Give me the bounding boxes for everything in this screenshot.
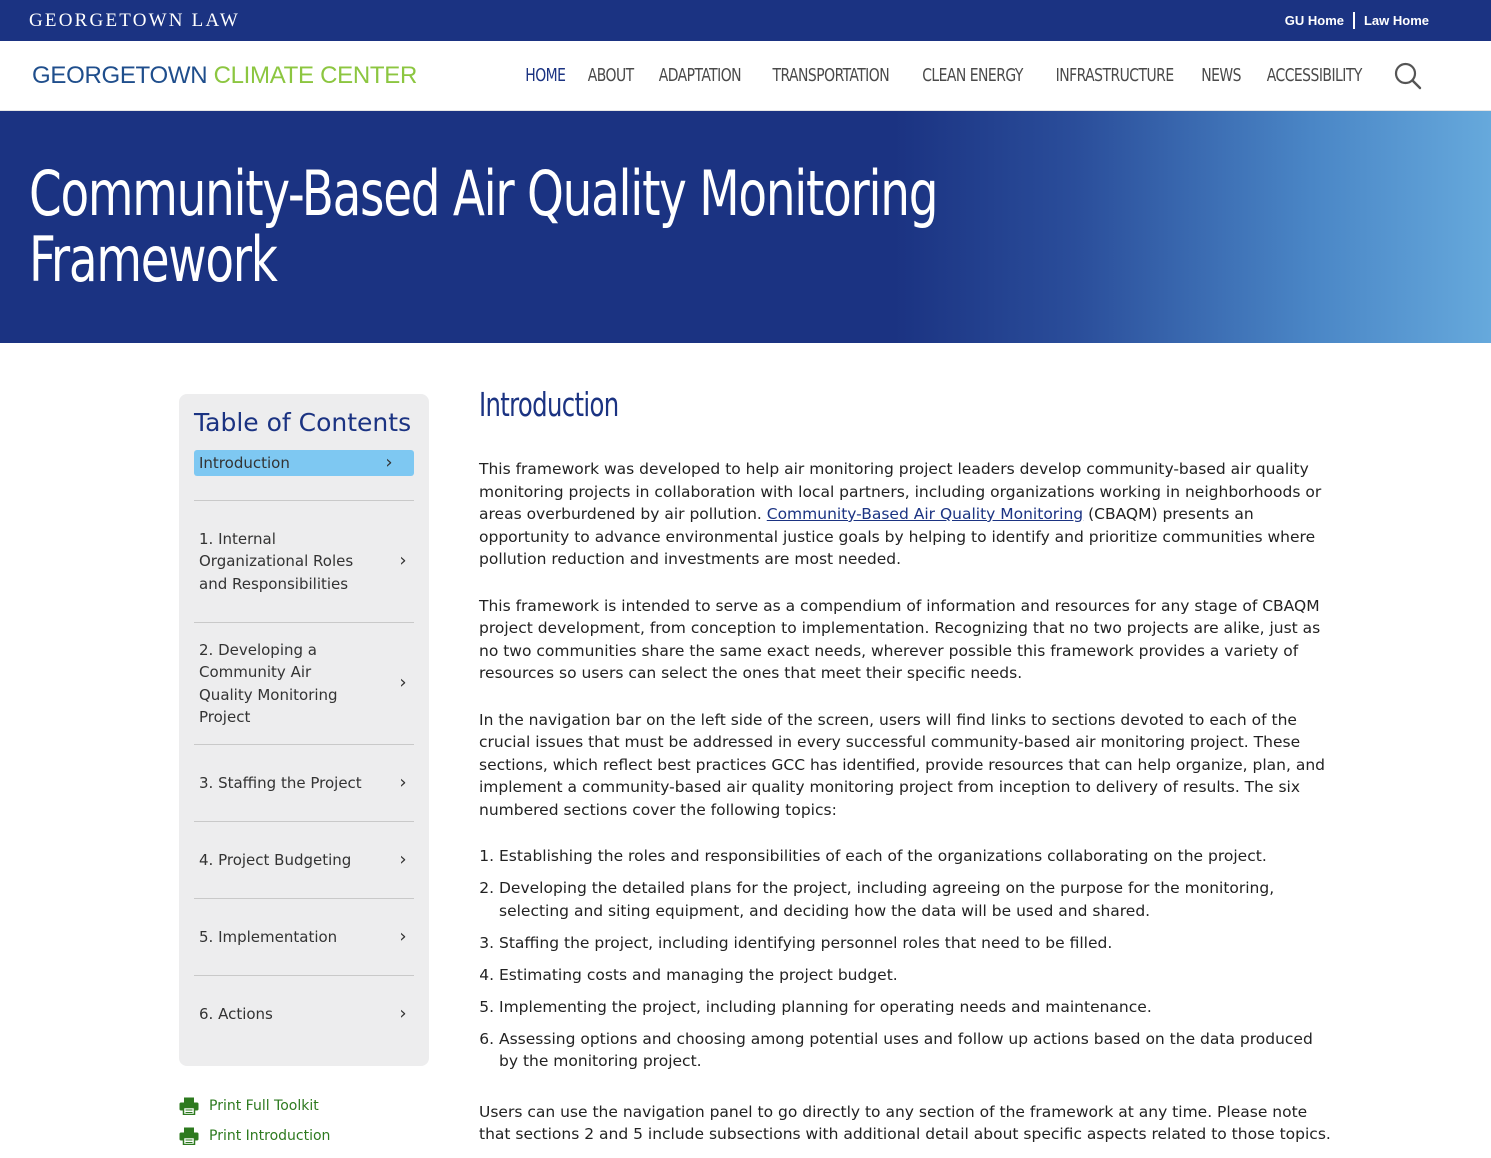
top-links bbox=[1285, 12, 1429, 29]
toc-item-label: 2. Developing a Community Air Quality Monitoring Project bbox=[199, 640, 338, 726]
chevron-right-icon: › bbox=[399, 550, 407, 572]
intro-paragraph-1-text-before: This framework was developed to help air monitoring project leaders develop community-based air quality monitoring projects in collaboration with local partners, including organizations working in neighborhoods or areas overburdened by air pollution. bbox=[479, 460, 1322, 523]
toc-item-actions[interactable] bbox=[194, 976, 414, 1053]
main-navigation bbox=[0, 41, 1491, 111]
intro-paragraph-2: This framework is intended to serve as a compendium of information and resources for any stage of CBAQM project development, from conception to implementation. Recognizing that no two projects are alike, just as no two communities share the same exact needs, wherever possible this framework provides a variety of resources so users can select the ones that meet their specific needs. bbox=[479, 596, 1321, 682]
nav-item-news[interactable]: NEWS bbox=[1201, 65, 1242, 86]
nav-item-adaptation[interactable]: ADAPTATION bbox=[659, 65, 742, 86]
intro-paragraph-1 bbox=[479, 458, 1334, 571]
chevron-right-icon: › bbox=[385, 451, 393, 473]
page-title-line1: Community-Based Air Quality Monitoring bbox=[29, 157, 938, 230]
toc-title: Table of Contents bbox=[194, 408, 412, 437]
toc-item-label: 1. Internal Organizational Roles and Responsibilities bbox=[199, 529, 354, 593]
top-bar bbox=[0, 0, 1491, 41]
georgetown-law-logo[interactable]: GEORGETOWN LAW bbox=[29, 9, 240, 31]
toc-item-staffing[interactable] bbox=[194, 745, 414, 822]
toc-item-label: 6. Actions bbox=[199, 1005, 273, 1024]
gu-home-link[interactable]: GU Home bbox=[1284, 13, 1344, 28]
chevron-right-icon: › bbox=[399, 1003, 407, 1025]
chevron-right-icon: › bbox=[399, 771, 407, 793]
list-item: 2. Developing the detailed plans for the project, including agreeing on the purpose for the monitoring, selecting and siting equipment, and deciding how the data will be used and shared. bbox=[499, 877, 1334, 922]
toc-item-implementation[interactable] bbox=[194, 899, 414, 976]
printer-icon bbox=[179, 1097, 199, 1115]
table-of-contents bbox=[179, 394, 429, 1066]
article-body bbox=[479, 385, 1334, 1158]
list-item: 1. Establishing the roles and responsibilities of each of the organizations collaborating on the project. bbox=[499, 845, 1334, 868]
nav-item-home[interactable]: HOME bbox=[525, 65, 566, 86]
print-introduction-label: Print Introduction bbox=[209, 1128, 331, 1144]
print-links bbox=[179, 1091, 330, 1151]
topics-list bbox=[479, 845, 1334, 1073]
chevron-right-icon: › bbox=[399, 848, 407, 870]
list-item: 5. Implementing the project, including planning for operating needs and maintenance. bbox=[499, 996, 1334, 1019]
nav-item-infrastructure[interactable]: INFRASTRUCTURE bbox=[1055, 65, 1174, 86]
logo-georgetown-text: GEORGETOWN bbox=[32, 61, 208, 89]
toc-item-introduction[interactable] bbox=[194, 450, 414, 476]
toc-item-label: 5. Implementation bbox=[199, 927, 338, 946]
content-area bbox=[0, 343, 1491, 1158]
list-item: 4. Estimating costs and managing the project budget. bbox=[499, 964, 1334, 987]
nav-item-clean-energy[interactable]: CLEAN ENERGY bbox=[922, 65, 1023, 86]
toc-item-budgeting[interactable] bbox=[194, 822, 414, 899]
toc-item-label: 4. Project Budgeting bbox=[199, 850, 352, 869]
intro-paragraph-1-text-after: (CBAQM) presents an opportunity to advance environmental justice goals by helping to identify and prioritize communities where pollution reduction and investments are most needed. bbox=[479, 505, 1316, 568]
logo-climate-center-text: CLIMATE CENTER bbox=[207, 61, 417, 89]
nav-item-about[interactable]: ABOUT bbox=[587, 65, 634, 86]
toc-item-roles[interactable] bbox=[194, 501, 414, 623]
toc-item-label: Introduction bbox=[199, 453, 290, 472]
intro-paragraph-4: Users can use the navigation panel to go directly to any section of the framework at any time. Please note that sections 2 and 5 include subsections with additional detail about specific aspects related to those topics. bbox=[479, 1102, 1331, 1143]
chevron-right-icon: › bbox=[399, 672, 407, 694]
printer-icon bbox=[179, 1127, 199, 1145]
print-full-toolkit-link[interactable] bbox=[179, 1091, 330, 1121]
top-links-divider bbox=[1353, 12, 1355, 29]
nav-item-transportation[interactable]: TRANSPORTATION bbox=[772, 65, 890, 86]
page-title-line2: Framework bbox=[29, 223, 277, 296]
nav-menu bbox=[522, 61, 1423, 91]
law-home-link[interactable]: Law Home bbox=[1363, 13, 1429, 28]
list-item: 3. Staffing the project, including identifying personnel roles that need to be filled. bbox=[499, 932, 1334, 955]
toc-item-label: 3. Staffing the Project bbox=[199, 773, 362, 792]
print-full-toolkit-label: Print Full Toolkit bbox=[209, 1098, 319, 1114]
chevron-right-icon: › bbox=[399, 925, 407, 947]
list-item: 6. Assessing options and choosing among potential uses and follow up actions based on the data produced by the monitoring project. bbox=[499, 1028, 1334, 1073]
toc-item-developing[interactable] bbox=[194, 623, 414, 745]
print-introduction-link[interactable] bbox=[179, 1121, 330, 1151]
search-icon[interactable] bbox=[1393, 61, 1423, 91]
climate-center-logo[interactable] bbox=[32, 62, 417, 90]
hero-banner bbox=[0, 111, 1491, 343]
intro-paragraph-3: In the navigation bar on the left side of the screen, users will find links to sections devoted to each of the crucial issues that must be addressed in every successful community-based air monitoring project. These sections, which reflect best practices GCC has identified, provide resources that can help organize, plan, and implement a community-based air quality monitoring project from inception to delivery of results. The six numbered sections cover the following topics: bbox=[479, 710, 1325, 819]
nav-item-accessibility[interactable]: ACCESSIBILITY bbox=[1267, 65, 1363, 86]
cbaqm-link[interactable]: Community-Based Air Quality Monitoring bbox=[766, 505, 1084, 523]
page-title bbox=[29, 157, 953, 296]
section-heading: Introduction bbox=[479, 385, 619, 424]
